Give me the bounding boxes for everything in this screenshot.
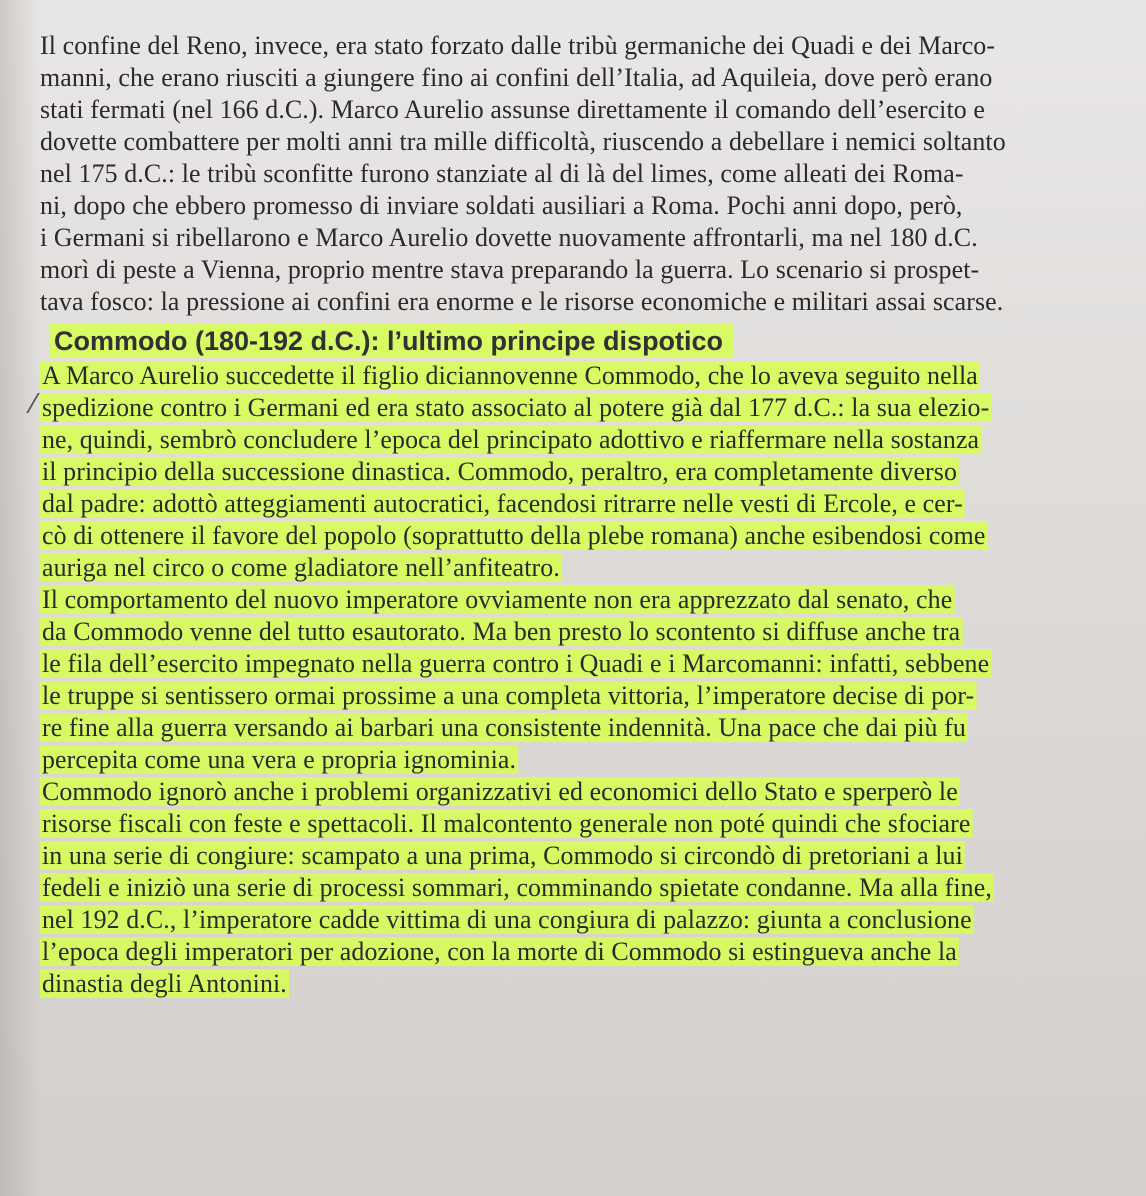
text-line: [40, 392, 1132, 424]
highlighted-text: fedeli e iniziò una serie di processi sommari, comminando spietate condanne. Ma alla fine,: [41, 873, 992, 902]
section-heading-text: Commodo (180-192 d.C.): l’ultimo principe dispotico: [50, 324, 733, 358]
highlighted-text: dinastia degli Antonini.: [41, 969, 287, 998]
text-line: [40, 712, 1132, 744]
text-line: morì di peste a Vienna, proprio mentre stava preparando la guerra. Lo scenario si prospet-: [40, 255, 980, 284]
highlighted-text: ne, quindi, sembrò concludere l’epoca del principato adottivo e riaffermare nella sostanza: [41, 425, 980, 454]
highlighted-text: A Marco Aurelio succedette il figlio diciannovenne Commodo, che lo aveva seguito nella: [41, 361, 978, 390]
text-line: [40, 456, 1132, 488]
text-line: tava fosco: la pressione ai confini era enorme e le risorse economiche e militari assai scarse.: [40, 287, 1004, 316]
text-line: [40, 776, 1132, 808]
highlighted-text: dal padre: adottò atteggiamenti autocratici, facendosi ritrarre nelle vesti di Ercole, e cer-: [41, 489, 963, 518]
text-line: [40, 936, 1132, 968]
highlighted-text: le fila dell’esercito impegnato nella guerra contro i Quadi e i Marcomanni: infatti, sebbene: [41, 649, 990, 678]
text-line: manni, che erano riusciti a giungere fino ai confini dell’Italia, ad Aquileia, dove però erano: [40, 63, 993, 92]
text-line: [40, 904, 1132, 936]
highlighted-text: spedizione contro i Germani ed era stato associato al potere già dal 177 d.C.: la sua elezio-: [41, 393, 990, 422]
highlighted-text: il principio della successione dinastica. Commodo, peraltro, era completamente diverso: [41, 457, 958, 486]
intro-paragraph: [40, 30, 1136, 318]
highlighted-text: cò di ottenere il favore del popolo (soprattutto della plebe romana) anche esibendosi come: [41, 521, 986, 550]
text-line: stati fermati (nel 166 d.C.). Marco Aurelio assunse direttamente il comando dell’esercito e: [40, 95, 986, 124]
text-line: nel 175 d.C.: le tribù sconfitte furono stanziate al di là del limes, come alleati dei Roma-: [40, 159, 964, 188]
text-line: [40, 840, 1132, 872]
text-line: i Germani si ribellarono e Marco Aurelio dovette nuovamente affrontarli, ma nel 180 d.C.: [40, 223, 978, 252]
text-line: [40, 520, 1132, 552]
highlighted-text: Il comportamento del nuovo imperatore ovviamente non era apprezzato dal senato, che: [41, 585, 953, 614]
text-line: [40, 616, 1132, 648]
text-line: [40, 360, 1132, 392]
highlighted-text: percepita come una vera e propria ignominia.: [41, 745, 517, 774]
highlighted-text: le truppe si sentissero ormai prossime a una completa vittoria, l’imperatore decise di por-: [41, 681, 975, 710]
text-line: Il confine del Reno, invece, era stato forzato dalle tribù germaniche dei Quadi e dei Marco-: [40, 31, 996, 60]
text-line: [40, 552, 1132, 584]
text-line: [40, 808, 1132, 840]
text-line: [40, 584, 1132, 616]
text-line: [40, 648, 1132, 680]
highlighted-text: risorse fiscali con feste e spettacoli. Il malcontento generale non poté quindi che sfociare: [41, 809, 971, 838]
text-line: [40, 680, 1132, 712]
page-text: [40, 30, 1136, 1000]
highlighted-text: da Commodo venne del tutto esautorato. Ma ben presto lo scontento si diffuse anche tra: [41, 617, 961, 646]
text-line: dovette combattere per molti anni tra mille difficoltà, riuscendo a debellare i nemici soltanto: [40, 127, 1006, 156]
highlighted-text: Commodo ignorò anche i problemi organizzativi ed economici dello Stato e sperperò le: [41, 777, 958, 806]
paragraph-2: [40, 584, 1136, 776]
text-line: ni, dopo che ebbero promesso di inviare soldati ausiliari a Roma. Pochi anni dopo, però,: [40, 191, 963, 220]
page-shadow: [0, 0, 40, 1196]
text-line: [40, 968, 1132, 1000]
section-heading: [40, 322, 1136, 360]
text-line: [40, 872, 1132, 904]
highlighted-text: auriga nel circo o come gladiatore nell’anfiteatro.: [41, 553, 560, 582]
highlighted-text: nel 192 d.C., l’imperatore cadde vittima di una congiura di palazzo: giunta a conclusione: [41, 905, 972, 934]
text-line: [40, 488, 1132, 520]
highlighted-text: in una serie di congiure: scampato a una prima, Commodo si circondò di pretoriani a lui: [41, 841, 963, 870]
highlighted-text: re fine alla guerra versando ai barbari una consistente indennità. Una pace che dai più fu: [41, 713, 966, 742]
text-line: [40, 744, 1132, 776]
paragraph-1: [40, 360, 1136, 584]
text-line: [40, 424, 1132, 456]
highlighted-text: l’epoca degli imperatori per adozione, con la morte di Commodo si estingueva anche la: [41, 937, 957, 966]
paragraph-3: [40, 776, 1136, 1000]
